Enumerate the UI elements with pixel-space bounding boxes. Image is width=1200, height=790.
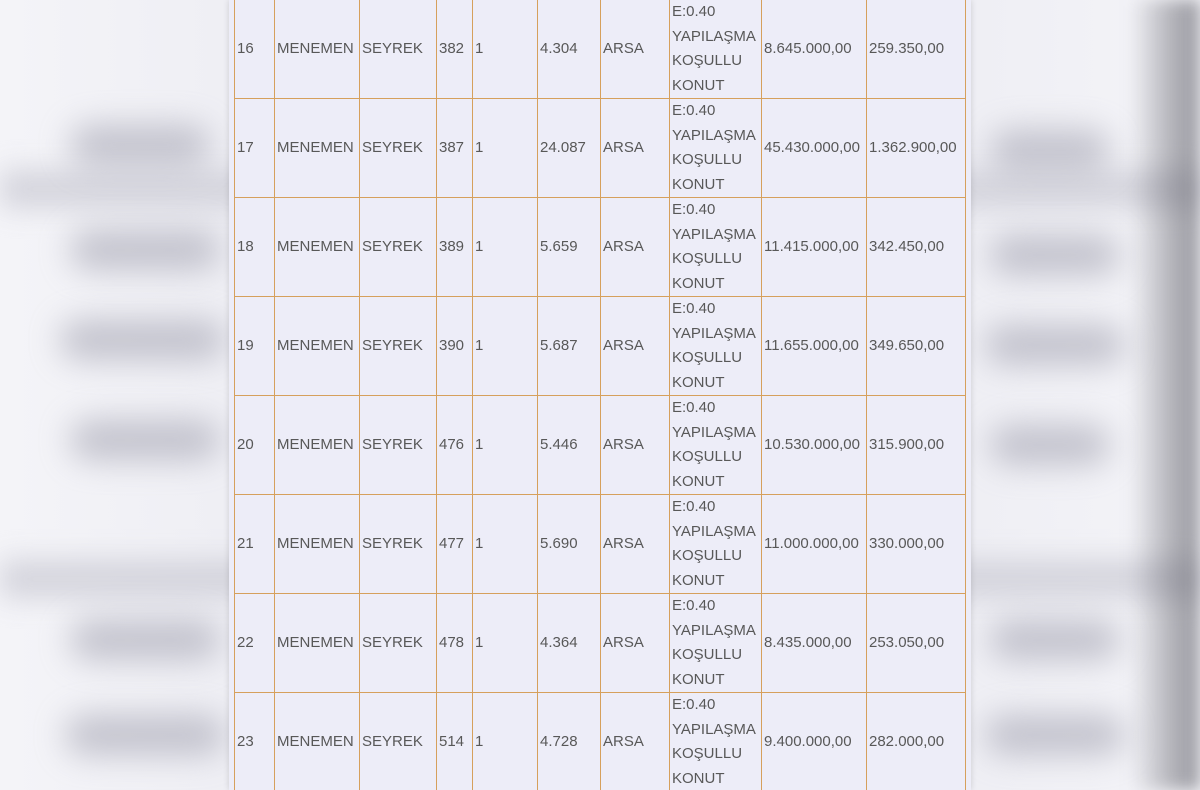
cell-district: MENEMEN bbox=[275, 594, 360, 693]
cell-estimated-value: 11.000.000,00 bbox=[762, 495, 867, 594]
cell-district: MENEMEN bbox=[275, 0, 360, 99]
table-row bbox=[235, 99, 966, 198]
cell-block: 387 bbox=[437, 99, 473, 198]
cell-area: 5.446 bbox=[538, 396, 601, 495]
cell-deposit: 330.000,00 bbox=[867, 495, 966, 594]
description-line: KONUT bbox=[672, 76, 725, 94]
cell-number: 17 bbox=[235, 99, 275, 198]
description-line: E:0.40 bbox=[672, 3, 716, 20]
cell-block: 476 bbox=[437, 396, 473, 495]
description-line: KOŞULLU bbox=[672, 646, 743, 663]
cell-number: 23 bbox=[235, 693, 275, 790]
description-line: KOŞULLU bbox=[672, 547, 743, 564]
description-line: KOŞULLU bbox=[672, 745, 743, 762]
cell-area: 4.304 bbox=[538, 0, 601, 99]
description-line: KONUT bbox=[672, 769, 725, 787]
cell-neighborhood: SEYREK bbox=[360, 594, 437, 693]
cell-area: 5.687 bbox=[538, 297, 601, 396]
cell-area: 24.087 bbox=[538, 99, 601, 198]
cell-deposit: 342.450,00 bbox=[867, 198, 966, 297]
description-line: KOŞULLU bbox=[672, 448, 743, 465]
table-row bbox=[235, 693, 966, 790]
description-line: YAPILAŞMA bbox=[672, 522, 756, 540]
cell-description bbox=[670, 495, 762, 594]
description-line: YAPILAŞMA bbox=[672, 27, 756, 45]
table-body bbox=[235, 0, 966, 790]
blurred-text bbox=[985, 715, 1125, 755]
table-row bbox=[235, 297, 966, 396]
description-line: E:0.40 bbox=[672, 399, 716, 416]
cell-type: ARSA bbox=[601, 297, 670, 396]
cell-estimated-value: 11.415.000,00 bbox=[762, 198, 867, 297]
description-line: KONUT bbox=[672, 670, 725, 688]
table-row bbox=[235, 0, 966, 99]
description-line: YAPILAŞMA bbox=[672, 324, 756, 342]
description-line: E:0.40 bbox=[672, 498, 716, 515]
table-row bbox=[235, 198, 966, 297]
cell-district: MENEMEN bbox=[275, 693, 360, 790]
cell-parcel: 1 bbox=[473, 99, 538, 198]
table-row bbox=[235, 495, 966, 594]
cell-estimated-value: 10.530.000,00 bbox=[762, 396, 867, 495]
cell-block: 389 bbox=[437, 198, 473, 297]
cell-estimated-value: 45.430.000,00 bbox=[762, 99, 867, 198]
cell-deposit: 349.650,00 bbox=[867, 297, 966, 396]
cell-deposit: 253.050,00 bbox=[867, 594, 966, 693]
cell-parcel: 1 bbox=[473, 297, 538, 396]
description-line: KOŞULLU bbox=[672, 250, 743, 267]
cell-area: 5.659 bbox=[538, 198, 601, 297]
description-line: KONUT bbox=[672, 373, 725, 391]
cell-number: 18 bbox=[235, 198, 275, 297]
cell-description bbox=[670, 297, 762, 396]
description-line: E:0.40 bbox=[672, 300, 716, 317]
table-row bbox=[235, 594, 966, 693]
cell-block: 382 bbox=[437, 0, 473, 99]
blurred-text bbox=[985, 325, 1125, 365]
blurred-text bbox=[990, 620, 1120, 660]
cell-district: MENEMEN bbox=[275, 297, 360, 396]
description-line: YAPILAŞMA bbox=[672, 225, 756, 243]
cell-deposit: 1.362.900,00 bbox=[867, 99, 966, 198]
cell-neighborhood: SEYREK bbox=[360, 297, 437, 396]
cell-number: 16 bbox=[235, 0, 275, 99]
cell-parcel: 1 bbox=[473, 0, 538, 99]
cell-description bbox=[670, 198, 762, 297]
description-line: E:0.40 bbox=[672, 102, 716, 119]
blurred-text bbox=[990, 130, 1110, 170]
cell-neighborhood: SEYREK bbox=[360, 0, 437, 99]
cell-type: ARSA bbox=[601, 495, 670, 594]
description-line: YAPILAŞMA bbox=[672, 621, 756, 639]
cell-parcel: 1 bbox=[473, 495, 538, 594]
cell-type: ARSA bbox=[601, 99, 670, 198]
blurred-text bbox=[70, 420, 220, 460]
cell-district: MENEMEN bbox=[275, 198, 360, 297]
description-line: E:0.40 bbox=[672, 597, 716, 614]
cell-district: MENEMEN bbox=[275, 396, 360, 495]
cell-neighborhood: SEYREK bbox=[360, 396, 437, 495]
description-line: YAPILAŞMA bbox=[672, 423, 756, 441]
table-panel bbox=[229, 0, 971, 790]
cell-description bbox=[670, 99, 762, 198]
description-line: E:0.40 bbox=[672, 201, 716, 218]
cell-description bbox=[670, 0, 762, 99]
cell-area: 4.728 bbox=[538, 693, 601, 790]
blurred-text bbox=[70, 125, 210, 165]
cell-number: 21 bbox=[235, 495, 275, 594]
cell-deposit: 259.350,00 bbox=[867, 0, 966, 99]
description-line: KOŞULLU bbox=[672, 52, 743, 69]
cell-neighborhood: SEYREK bbox=[360, 99, 437, 198]
description-line: KONUT bbox=[672, 571, 725, 589]
description-line: KOŞULLU bbox=[672, 151, 743, 168]
cell-estimated-value: 8.645.000,00 bbox=[762, 0, 867, 99]
cell-neighborhood: SEYREK bbox=[360, 198, 437, 297]
cell-area: 5.690 bbox=[538, 495, 601, 594]
cell-number: 22 bbox=[235, 594, 275, 693]
cell-number: 19 bbox=[235, 297, 275, 396]
table-row bbox=[235, 396, 966, 495]
cell-type: ARSA bbox=[601, 0, 670, 99]
cell-area: 4.364 bbox=[538, 594, 601, 693]
cell-deposit: 282.000,00 bbox=[867, 693, 966, 790]
cell-type: ARSA bbox=[601, 396, 670, 495]
description-line: YAPILAŞMA bbox=[672, 126, 756, 144]
description-line: YAPILAŞMA bbox=[672, 720, 756, 738]
cell-block: 514 bbox=[437, 693, 473, 790]
cell-type: ARSA bbox=[601, 693, 670, 790]
cell-estimated-value: 11.655.000,00 bbox=[762, 297, 867, 396]
cell-number: 20 bbox=[235, 396, 275, 495]
cell-estimated-value: 8.435.000,00 bbox=[762, 594, 867, 693]
cell-neighborhood: SEYREK bbox=[360, 693, 437, 790]
blurred-text bbox=[990, 425, 1110, 465]
cell-description bbox=[670, 693, 762, 790]
cell-deposit: 315.900,00 bbox=[867, 396, 966, 495]
cell-block: 478 bbox=[437, 594, 473, 693]
cell-neighborhood: SEYREK bbox=[360, 495, 437, 594]
cell-description bbox=[670, 396, 762, 495]
cell-block: 390 bbox=[437, 297, 473, 396]
cell-type: ARSA bbox=[601, 594, 670, 693]
blurred-text bbox=[70, 620, 220, 660]
cell-type: ARSA bbox=[601, 198, 670, 297]
blurred-text bbox=[990, 235, 1120, 275]
edge-shadow bbox=[1130, 0, 1200, 790]
description-line: E:0.40 bbox=[672, 696, 716, 713]
cell-district: MENEMEN bbox=[275, 99, 360, 198]
cell-estimated-value: 9.400.000,00 bbox=[762, 693, 867, 790]
cell-parcel: 1 bbox=[473, 396, 538, 495]
description-line: KOŞULLU bbox=[672, 349, 743, 366]
cell-district: MENEMEN bbox=[275, 495, 360, 594]
description-line: KONUT bbox=[672, 472, 725, 490]
auction-table bbox=[234, 0, 966, 790]
blurred-text bbox=[65, 715, 225, 755]
cell-description bbox=[670, 594, 762, 693]
cell-parcel: 1 bbox=[473, 198, 538, 297]
cell-parcel: 1 bbox=[473, 693, 538, 790]
description-line: KONUT bbox=[672, 175, 725, 193]
blurred-text bbox=[70, 230, 220, 270]
cell-parcel: 1 bbox=[473, 594, 538, 693]
description-line: KONUT bbox=[672, 274, 725, 292]
blurred-text bbox=[60, 320, 225, 360]
cell-block: 477 bbox=[437, 495, 473, 594]
